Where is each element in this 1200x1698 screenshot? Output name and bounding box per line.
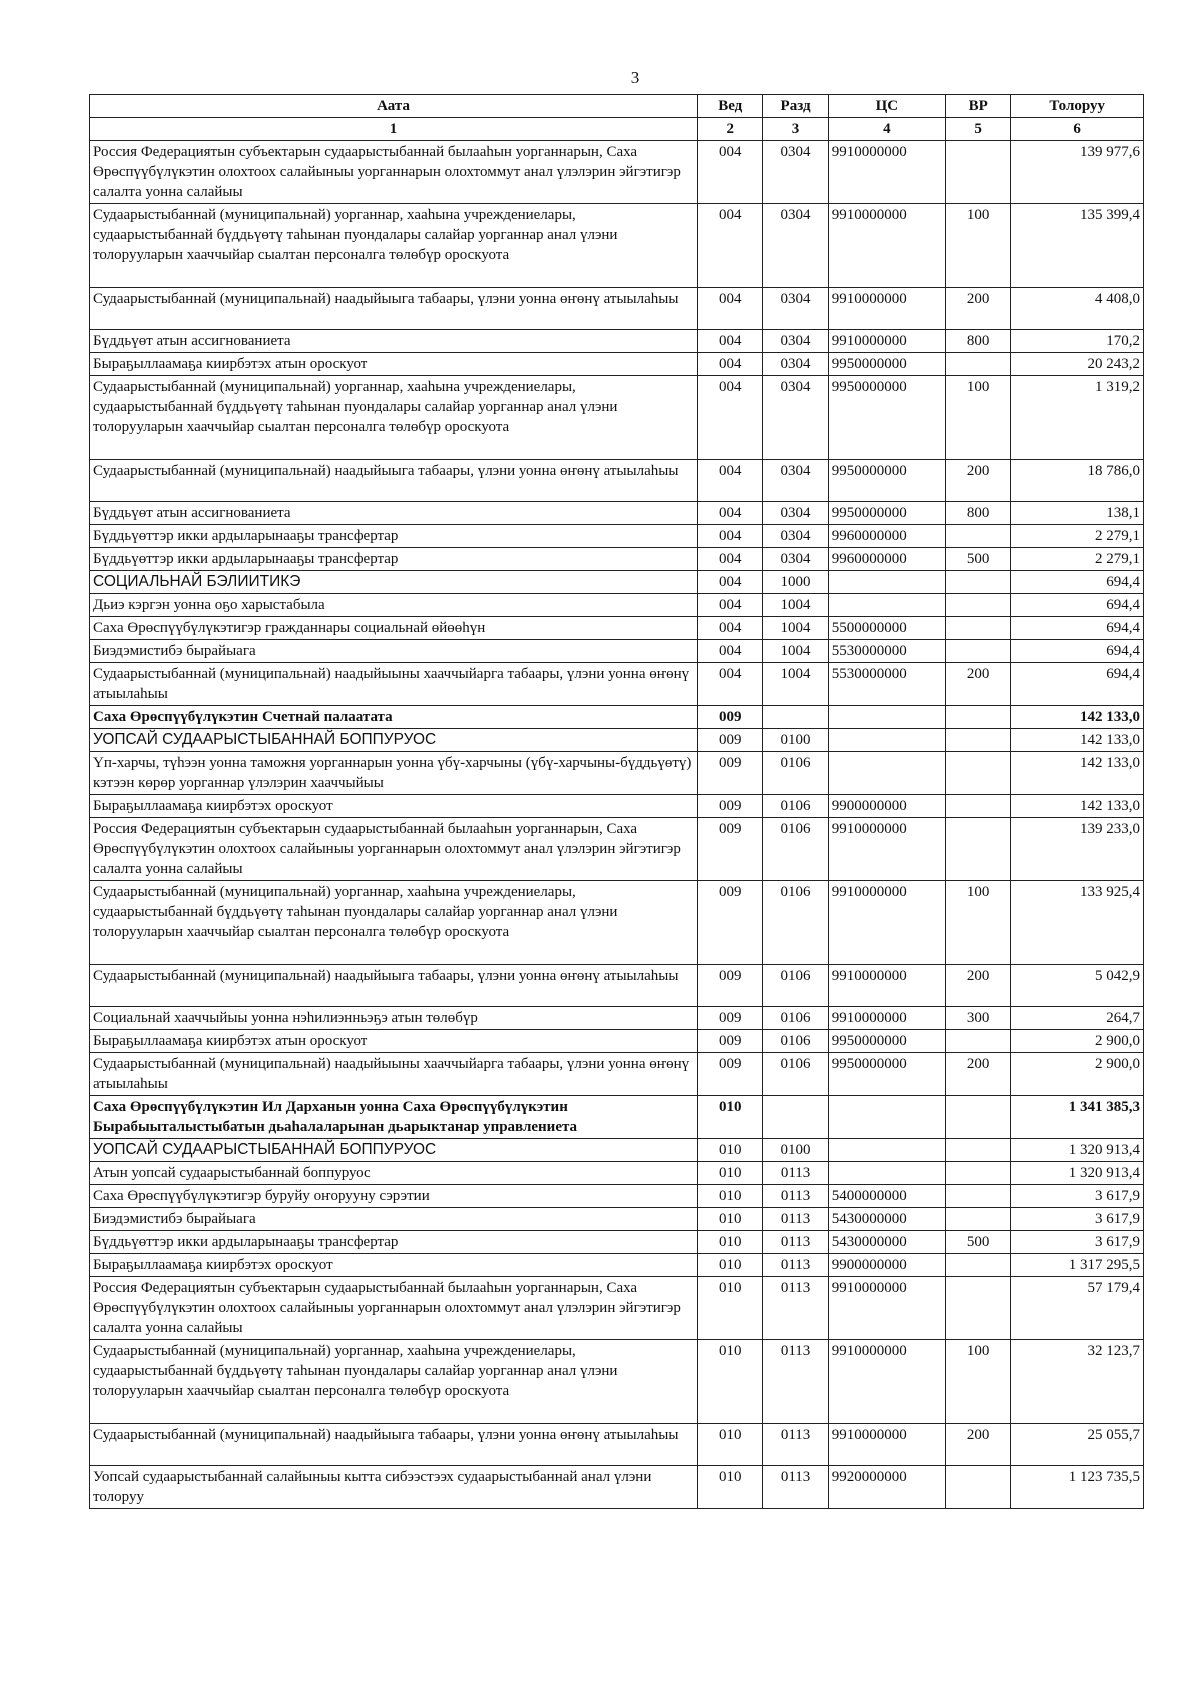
row-vr xyxy=(946,1162,1011,1185)
row-vr: 800 xyxy=(946,502,1011,525)
row-razd: 0113 xyxy=(763,1208,828,1231)
column-number-row xyxy=(90,118,1144,141)
row-name: Судаарыстыбаннай (муниципальнай) наадыйыыга табаары, үлэни уонна өҥөнү атыылаһыы xyxy=(90,460,698,502)
row-razd: 0106 xyxy=(763,752,828,795)
row-sum: 142 133,0 xyxy=(1011,729,1144,752)
row-cs: 9920000000 xyxy=(828,1466,945,1509)
table-row xyxy=(90,141,1144,204)
row-cs: 9950000000 xyxy=(828,376,945,460)
row-ved: 009 xyxy=(698,881,763,965)
row-cs: 9910000000 xyxy=(828,1007,945,1030)
row-cs: 9910000000 xyxy=(828,330,945,353)
row-cs: 9950000000 xyxy=(828,1053,945,1096)
row-vr xyxy=(946,617,1011,640)
row-razd: 0106 xyxy=(763,1053,828,1096)
row-razd: 0304 xyxy=(763,502,828,525)
row-ved: 009 xyxy=(698,1030,763,1053)
row-sum: 1 341 385,3 xyxy=(1011,1096,1144,1139)
row-cs: 5530000000 xyxy=(828,640,945,663)
row-ved: 010 xyxy=(698,1162,763,1185)
table-row xyxy=(90,1185,1144,1208)
row-vr xyxy=(946,1096,1011,1139)
row-ved: 004 xyxy=(698,376,763,460)
table-row xyxy=(90,204,1144,288)
row-vr xyxy=(946,1030,1011,1053)
row-ved: 010 xyxy=(698,1096,763,1139)
row-cs: 5400000000 xyxy=(828,1185,945,1208)
row-razd: 0106 xyxy=(763,965,828,1007)
row-cs: 9910000000 xyxy=(828,204,945,288)
row-name: Атын уопсай судаарыстыбаннай боппуруос xyxy=(90,1162,698,1185)
row-cs xyxy=(828,752,945,795)
row-ved: 004 xyxy=(698,640,763,663)
row-vr xyxy=(946,353,1011,376)
row-razd: 0113 xyxy=(763,1424,828,1466)
row-sum: 694,4 xyxy=(1011,617,1144,640)
row-sum: 18 786,0 xyxy=(1011,460,1144,502)
row-ved: 004 xyxy=(698,460,763,502)
row-cs xyxy=(828,1139,945,1162)
row-vr xyxy=(946,141,1011,204)
row-razd: 0113 xyxy=(763,1231,828,1254)
row-razd: 1004 xyxy=(763,663,828,706)
table-body xyxy=(90,141,1144,1509)
row-sum: 5 042,9 xyxy=(1011,965,1144,1007)
row-ved: 010 xyxy=(698,1424,763,1466)
row-name: Саха Өрөспүүбүлүкэтигэр гражданнары социальнай өйөөһүн xyxy=(90,617,698,640)
row-name: Биэдэмистибэ бырайыага xyxy=(90,640,698,663)
row-sum: 4 408,0 xyxy=(1011,288,1144,330)
row-vr xyxy=(946,1185,1011,1208)
row-sum: 1 320 913,4 xyxy=(1011,1162,1144,1185)
row-cs: 9900000000 xyxy=(828,1254,945,1277)
row-razd: 0113 xyxy=(763,1340,828,1424)
row-name: Судаарыстыбаннай (муниципальнай) уорганнар, хааһына учреждениелары, судаарыстыбаннай бүддьүөтү таһынан пуондалары салайар уорганнар анал үлэни толорууларын хааччыйар сыалтан персоналга төлөбүр ороскуота xyxy=(90,1340,698,1424)
row-razd: 0106 xyxy=(763,1007,828,1030)
row-ved: 010 xyxy=(698,1139,763,1162)
row-vr xyxy=(946,752,1011,795)
row-name: УОПСАЙ СУДААРЫСТЫБАННАЙ БОППУРУОС xyxy=(90,1139,698,1162)
table-row xyxy=(90,353,1144,376)
row-cs: 9910000000 xyxy=(828,881,945,965)
row-ved: 010 xyxy=(698,1340,763,1424)
row-ved: 009 xyxy=(698,1053,763,1096)
table-row xyxy=(90,1007,1144,1030)
row-sum: 2 279,1 xyxy=(1011,525,1144,548)
table-row xyxy=(90,1139,1144,1162)
table-row xyxy=(90,1424,1144,1466)
row-vr xyxy=(946,818,1011,881)
table-row xyxy=(90,330,1144,353)
row-razd: 0304 xyxy=(763,288,828,330)
row-cs xyxy=(828,706,945,729)
table-row xyxy=(90,1277,1144,1340)
row-sum: 694,4 xyxy=(1011,594,1144,617)
row-sum: 1 320 913,4 xyxy=(1011,1139,1144,1162)
table-row xyxy=(90,1096,1144,1139)
row-razd: 0113 xyxy=(763,1466,828,1509)
row-sum: 2 900,0 xyxy=(1011,1053,1144,1096)
row-razd: 0106 xyxy=(763,881,828,965)
row-cs: 9950000000 xyxy=(828,353,945,376)
table-row xyxy=(90,1340,1144,1424)
row-ved: 010 xyxy=(698,1254,763,1277)
row-sum: 3 617,9 xyxy=(1011,1231,1144,1254)
row-razd: 0304 xyxy=(763,460,828,502)
row-cs: 5430000000 xyxy=(828,1231,945,1254)
row-razd: 1004 xyxy=(763,594,828,617)
row-name: Судаарыстыбаннай (муниципальнай) наадыйыыны хааччыйарга табаары, үлэни уонна өҥөнү атыылаһыы xyxy=(90,663,698,706)
row-sum: 138,1 xyxy=(1011,502,1144,525)
row-cs xyxy=(828,1162,945,1185)
row-ved: 004 xyxy=(698,141,763,204)
row-razd: 1000 xyxy=(763,571,828,594)
row-cs: 9910000000 xyxy=(828,1340,945,1424)
row-cs: 5500000000 xyxy=(828,617,945,640)
row-vr xyxy=(946,1208,1011,1231)
row-sum: 57 179,4 xyxy=(1011,1277,1144,1340)
row-ved: 010 xyxy=(698,1185,763,1208)
row-cs: 9960000000 xyxy=(828,548,945,571)
table-row xyxy=(90,663,1144,706)
row-razd: 0304 xyxy=(763,548,828,571)
row-sum: 142 133,0 xyxy=(1011,752,1144,795)
table-row xyxy=(90,706,1144,729)
row-sum: 3 617,9 xyxy=(1011,1208,1144,1231)
row-razd: 0304 xyxy=(763,330,828,353)
row-ved: 004 xyxy=(698,594,763,617)
row-name: Бүддьүөттэр икки ардыларынааҕы трансфертар xyxy=(90,525,698,548)
row-cs xyxy=(828,571,945,594)
row-name: Бүддьүөттэр икки ардыларынааҕы трансфертар xyxy=(90,1231,698,1254)
table-row xyxy=(90,525,1144,548)
row-vr: 200 xyxy=(946,460,1011,502)
row-name: Саха Өрөспүүбүлүкэтин Счетнай палаатата xyxy=(90,706,698,729)
row-ved: 009 xyxy=(698,795,763,818)
table-row xyxy=(90,1231,1144,1254)
row-razd xyxy=(763,1096,828,1139)
row-name: Үп-харчы, түһээн уонна таможня уорганнарын уонна үбү-харчыны (үбү-харчыны-бүддьүөтү) кэтээн көрөр уорганнар үлэлэрин хааччыйыы xyxy=(90,752,698,795)
row-razd: 1004 xyxy=(763,640,828,663)
table-row xyxy=(90,502,1144,525)
row-sum: 694,4 xyxy=(1011,640,1144,663)
row-sum: 694,4 xyxy=(1011,663,1144,706)
row-razd: 0304 xyxy=(763,525,828,548)
row-cs xyxy=(828,1096,945,1139)
table-row xyxy=(90,548,1144,571)
row-sum: 142 133,0 xyxy=(1011,706,1144,729)
row-vr: 500 xyxy=(946,548,1011,571)
row-razd: 0106 xyxy=(763,1030,828,1053)
row-ved: 004 xyxy=(698,663,763,706)
column-number: 5 xyxy=(946,118,1011,141)
row-razd: 0113 xyxy=(763,1185,828,1208)
row-ved: 004 xyxy=(698,571,763,594)
row-ved: 009 xyxy=(698,729,763,752)
row-razd: 0113 xyxy=(763,1162,828,1185)
row-razd: 0113 xyxy=(763,1254,828,1277)
row-ved: 010 xyxy=(698,1231,763,1254)
row-name: УОПСАЙ СУДААРЫСТЫБАННАЙ БОППУРУОС xyxy=(90,729,698,752)
row-cs: 9910000000 xyxy=(828,965,945,1007)
column-number: 4 xyxy=(828,118,945,141)
header-cs: ЦС xyxy=(828,95,945,118)
table-row xyxy=(90,460,1144,502)
row-name: Бүддьүөттэр икки ардыларынааҕы трансфертар xyxy=(90,548,698,571)
row-ved: 010 xyxy=(698,1277,763,1340)
header-name: Аата xyxy=(90,95,698,118)
table-row xyxy=(90,1254,1144,1277)
row-razd: 0304 xyxy=(763,376,828,460)
row-ved: 004 xyxy=(698,330,763,353)
row-vr xyxy=(946,1139,1011,1162)
table-row xyxy=(90,376,1144,460)
row-sum: 2 279,1 xyxy=(1011,548,1144,571)
table-row xyxy=(90,617,1144,640)
row-ved: 004 xyxy=(698,502,763,525)
row-name: Быраҕыллаамаҕа киирбэтэх атын ороскуот xyxy=(90,353,698,376)
row-sum: 25 055,7 xyxy=(1011,1424,1144,1466)
column-number: 6 xyxy=(1011,118,1144,141)
row-vr: 800 xyxy=(946,330,1011,353)
row-name: Судаарыстыбаннай (муниципальнай) наадыйыыга табаары, үлэни уонна өҥөнү атыылаһыы xyxy=(90,1424,698,1466)
row-ved: 009 xyxy=(698,818,763,881)
row-ved: 009 xyxy=(698,1007,763,1030)
table-row xyxy=(90,795,1144,818)
table-row xyxy=(90,1030,1144,1053)
table-row xyxy=(90,881,1144,965)
row-ved: 004 xyxy=(698,204,763,288)
row-cs: 5430000000 xyxy=(828,1208,945,1231)
row-name: Судаарыстыбаннай (муниципальнай) наадыйыыга табаары, үлэни уонна өҥөнү атыылаһыы xyxy=(90,965,698,1007)
table-row xyxy=(90,1162,1144,1185)
row-ved: 004 xyxy=(698,617,763,640)
row-razd: 0113 xyxy=(763,1277,828,1340)
row-name: Судаарыстыбаннай (муниципальнай) наадыйыыга табаары, үлэни уонна өҥөнү атыылаһыы xyxy=(90,288,698,330)
row-name: Саха Өрөспүүбүлүкэтин Ил Дарханын уонна Саха Өрөспүүбүлүкэтин Бырабыыталыстыбатын дьаһалаларынан дьарыктанар управлениета xyxy=(90,1096,698,1139)
header-row xyxy=(90,95,1144,118)
row-vr: 200 xyxy=(946,663,1011,706)
row-vr: 200 xyxy=(946,1053,1011,1096)
row-sum: 170,2 xyxy=(1011,330,1144,353)
row-razd xyxy=(763,706,828,729)
row-ved: 004 xyxy=(698,288,763,330)
row-sum: 694,4 xyxy=(1011,571,1144,594)
row-cs: 9910000000 xyxy=(828,141,945,204)
row-razd: 1004 xyxy=(763,617,828,640)
row-ved: 010 xyxy=(698,1208,763,1231)
row-name: Судаарыстыбаннай (муниципальнай) наадыйыыны хааччыйарга табаары, үлэни уонна өҥөнү атыылаһыы xyxy=(90,1053,698,1096)
table-row xyxy=(90,1466,1144,1509)
row-name: Уопсай судаарыстыбаннай салайыныы кытта сибээстээх судаарыстыбаннай анал үлэни толоруу xyxy=(90,1466,698,1509)
row-name: Саха Өрөспүүбүлүкэтигэр буруйу оҥорууну сэрэтии xyxy=(90,1185,698,1208)
row-vr xyxy=(946,1254,1011,1277)
row-vr xyxy=(946,729,1011,752)
row-vr xyxy=(946,706,1011,729)
row-name: Быраҕыллаамаҕа киирбэтэх ороскуот xyxy=(90,795,698,818)
row-razd: 0304 xyxy=(763,141,828,204)
row-vr xyxy=(946,594,1011,617)
row-name: Бүддьүөт атын ассигнованиета xyxy=(90,502,698,525)
row-vr xyxy=(946,571,1011,594)
budget-table xyxy=(89,94,1144,1509)
row-cs: 9960000000 xyxy=(828,525,945,548)
row-cs: 9900000000 xyxy=(828,795,945,818)
row-razd: 0304 xyxy=(763,204,828,288)
row-sum: 135 399,4 xyxy=(1011,204,1144,288)
row-sum: 1 317 295,5 xyxy=(1011,1254,1144,1277)
row-vr: 200 xyxy=(946,965,1011,1007)
row-name: СОЦИАЛЬНАЙ БЭЛИИТИКЭ xyxy=(90,571,698,594)
table-row xyxy=(90,818,1144,881)
row-vr xyxy=(946,795,1011,818)
table-row xyxy=(90,1208,1144,1231)
row-vr: 200 xyxy=(946,288,1011,330)
row-sum: 3 617,9 xyxy=(1011,1185,1144,1208)
header-ved: Вед xyxy=(698,95,763,118)
page-number: 3 xyxy=(630,68,640,87)
row-sum: 133 925,4 xyxy=(1011,881,1144,965)
row-vr: 100 xyxy=(946,376,1011,460)
row-vr xyxy=(946,1277,1011,1340)
row-sum: 20 243,2 xyxy=(1011,353,1144,376)
row-name: Россия Федерациятын субъектарын судаарыстыбаннай былааһын уорганнарын, Саха Өрөспүүбүлүкэтин олохтоох салайыныы уорганнарын олохтоммут анал үлэлэрин эйгэтигэр салалта уонна салайыы xyxy=(90,818,698,881)
row-cs: 9950000000 xyxy=(828,1030,945,1053)
row-cs: 9910000000 xyxy=(828,1424,945,1466)
row-razd: 0106 xyxy=(763,818,828,881)
row-ved: 010 xyxy=(698,1466,763,1509)
row-vr xyxy=(946,640,1011,663)
table-row xyxy=(90,1053,1144,1096)
row-razd: 0100 xyxy=(763,1139,828,1162)
row-razd: 0100 xyxy=(763,729,828,752)
row-ved: 004 xyxy=(698,353,763,376)
row-sum: 32 123,7 xyxy=(1011,1340,1144,1424)
row-sum: 2 900,0 xyxy=(1011,1030,1144,1053)
row-name: Быраҕыллаамаҕа киирбэтэх атын ороскуот xyxy=(90,1030,698,1053)
row-name: Россия Федерациятын субъектарын судаарыстыбаннай былааһын уорганнарын, Саха Өрөспүүбүлүкэтин олохтоох салайыныы уорганнарын олохтоммут анал үлэлэрин эйгэтигэр салалта уонна салайыы xyxy=(90,1277,698,1340)
row-cs: 5530000000 xyxy=(828,663,945,706)
column-number: 2 xyxy=(698,118,763,141)
row-sum: 139 977,6 xyxy=(1011,141,1144,204)
row-vr: 100 xyxy=(946,1340,1011,1424)
row-sum: 1 123 735,5 xyxy=(1011,1466,1144,1509)
row-vr: 100 xyxy=(946,881,1011,965)
row-name: Судаарыстыбаннай (муниципальнай) уорганнар, хааһына учреждениелары, судаарыстыбаннай бүддьүөтү таһынан пуондалары салайар уорганнар анал үлэни толорууларын хааччыйар сыалтан персоналга төлөбүр ороскуота xyxy=(90,376,698,460)
row-name: Судаарыстыбаннай (муниципальнай) уорганнар, хааһына учреждениелары, судаарыстыбаннай бүддьүөтү таһынан пуондалары салайар уорганнар анал үлэни толорууларын хааччыйар сыалтан персоналга төлөбүр ороскуота xyxy=(90,204,698,288)
row-vr: 300 xyxy=(946,1007,1011,1030)
row-ved: 004 xyxy=(698,525,763,548)
row-cs: 9950000000 xyxy=(828,502,945,525)
row-name: Социальнай хааччыйыы уонна нэһилиэнньэҕэ атын төлөбүр xyxy=(90,1007,698,1030)
table-row xyxy=(90,752,1144,795)
row-cs xyxy=(828,729,945,752)
row-razd: 0106 xyxy=(763,795,828,818)
row-sum: 264,7 xyxy=(1011,1007,1144,1030)
row-vr: 200 xyxy=(946,1424,1011,1466)
header-vr: ВР xyxy=(946,95,1011,118)
row-sum: 1 319,2 xyxy=(1011,376,1144,460)
row-name: Судаарыстыбаннай (муниципальнай) уорганнар, хааһына учреждениелары, судаарыстыбаннай бүддьүөтү таһынан пуондалары салайар уорганнар анал үлэни толорууларын хааччыйар сыалтан персоналга төлөбүр ороскуота xyxy=(90,881,698,965)
table-row xyxy=(90,965,1144,1007)
row-vr: 100 xyxy=(946,204,1011,288)
row-vr xyxy=(946,525,1011,548)
row-cs xyxy=(828,594,945,617)
header-sum: Толоруу xyxy=(1011,95,1144,118)
row-name: Россия Федерациятын субъектарын судаарыстыбаннай былааһын уорганнарын, Саха Өрөспүүбүлүкэтин олохтоох салайыныы уорганнарын олохтоммут анал үлэлэрин эйгэтигэр салалта уонна салайыы xyxy=(90,141,698,204)
table-row xyxy=(90,640,1144,663)
row-razd: 0304 xyxy=(763,353,828,376)
row-name: Дьиэ кэргэн уонна оҕо харыстабыла xyxy=(90,594,698,617)
row-cs: 9910000000 xyxy=(828,818,945,881)
table-row xyxy=(90,729,1144,752)
table-row xyxy=(90,571,1144,594)
column-number: 1 xyxy=(90,118,698,141)
header-razd: Разд xyxy=(763,95,828,118)
column-number: 3 xyxy=(763,118,828,141)
row-ved: 009 xyxy=(698,965,763,1007)
row-cs: 9910000000 xyxy=(828,1277,945,1340)
row-cs: 9910000000 xyxy=(828,288,945,330)
table-row xyxy=(90,288,1144,330)
row-ved: 004 xyxy=(698,548,763,571)
row-sum: 142 133,0 xyxy=(1011,795,1144,818)
row-ved: 009 xyxy=(698,706,763,729)
row-name: Бүддьүөт атын ассигнованиета xyxy=(90,330,698,353)
table-row xyxy=(90,594,1144,617)
row-vr xyxy=(946,1466,1011,1509)
row-cs: 9950000000 xyxy=(828,460,945,502)
row-name: Быраҕыллаамаҕа киирбэтэх ороскуот xyxy=(90,1254,698,1277)
row-ved: 009 xyxy=(698,752,763,795)
row-sum: 139 233,0 xyxy=(1011,818,1144,881)
row-vr: 500 xyxy=(946,1231,1011,1254)
row-name: Биэдэмистибэ бырайыага xyxy=(90,1208,698,1231)
